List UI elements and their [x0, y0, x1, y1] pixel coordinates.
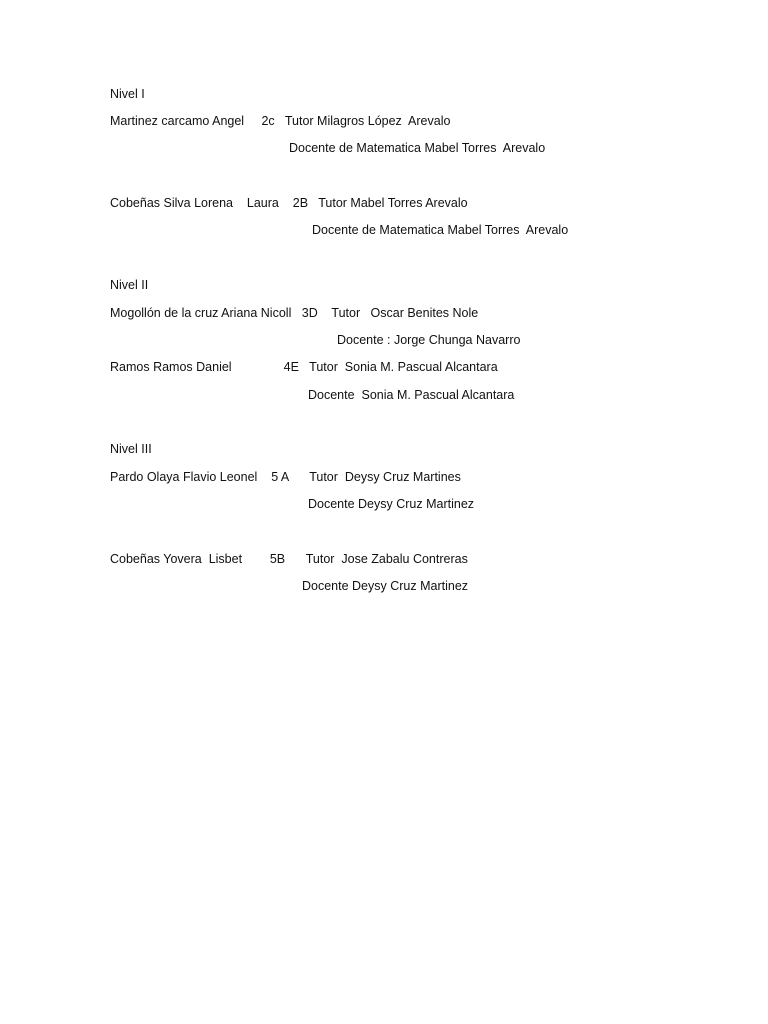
- student-line: Martinez carcamo Angel 2c Tutor Milagros López Arevalo: [110, 114, 451, 128]
- student-line: Pardo Olaya Flavio Leonel 5 A Tutor Deysy Cruz Martines: [110, 470, 461, 484]
- teacher-line: Docente : Jorge Chunga Navarro: [337, 333, 521, 347]
- student-line: Cobeñas Silva Lorena Laura 2B Tutor Mabel Torres Arevalo: [110, 196, 468, 210]
- heading-nivel-1: Nivel I: [110, 87, 145, 101]
- student-line: Cobeñas Yovera Lisbet 5B Tutor Jose Zabalu Contreras: [110, 552, 468, 566]
- teacher-line: Docente Deysy Cruz Martinez: [308, 497, 475, 511]
- teacher-line: Docente Deysy Cruz Martinez: [302, 579, 469, 593]
- teacher-line: Docente de Matematica Mabel Torres Arevalo: [312, 223, 569, 237]
- teacher-line: Docente Sonia M. Pascual Alcantara: [308, 388, 515, 402]
- heading-nivel-3: Nivel III: [110, 442, 152, 456]
- student-line: Mogollón de la cruz Ariana Nicoll 3D Tutor Oscar Benites Nole: [110, 306, 479, 320]
- heading-nivel-2: Nivel II: [110, 278, 149, 292]
- student-line: Ramos Ramos Daniel 4E Tutor Sonia M. Pascual Alcantara: [110, 360, 498, 374]
- teacher-line: Docente de Matematica Mabel Torres Arevalo: [289, 141, 546, 155]
